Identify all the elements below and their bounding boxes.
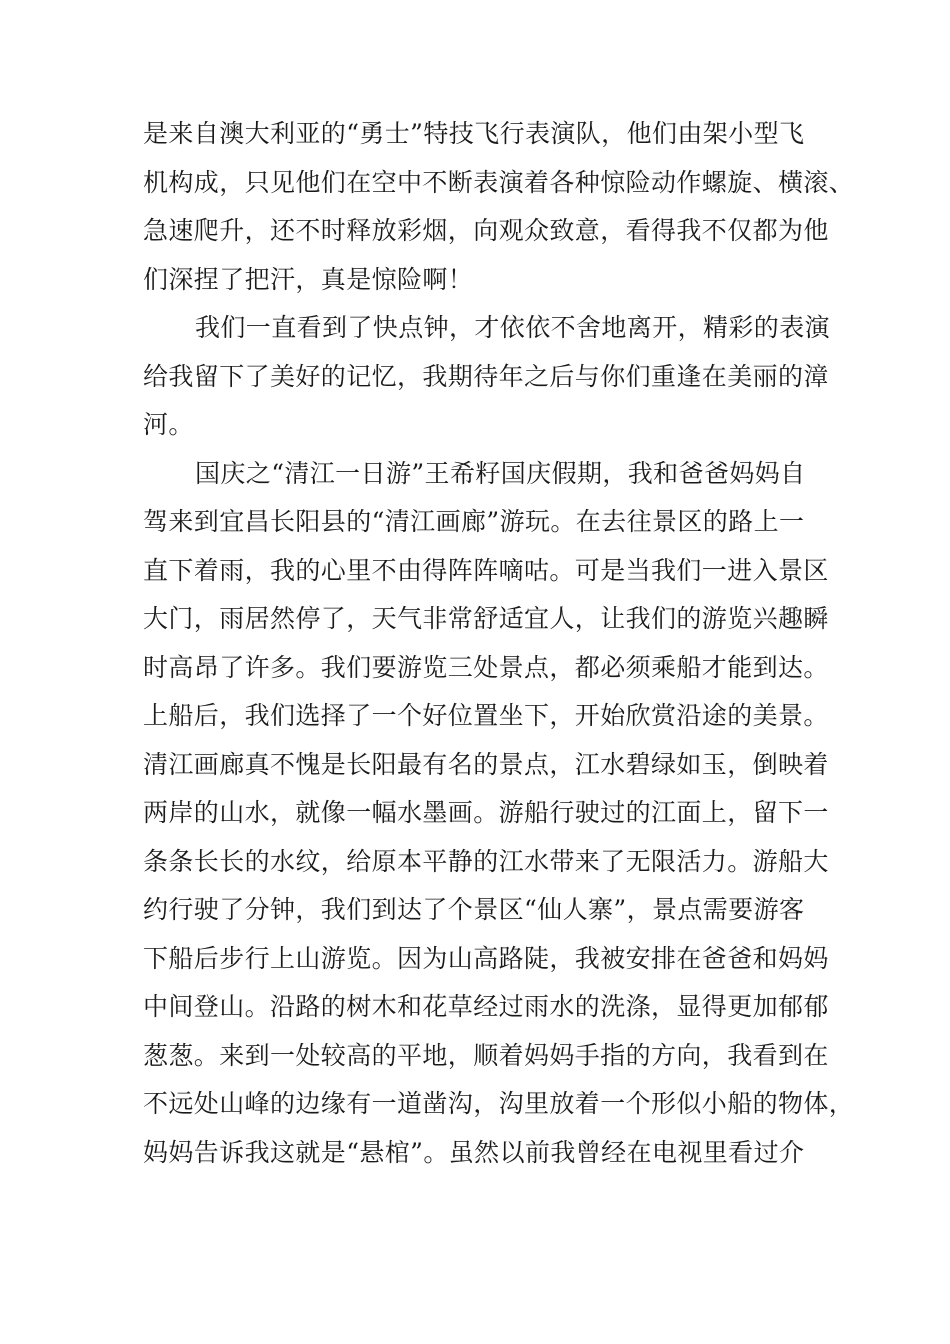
- paragraph: [143, 110, 855, 304]
- text-line: 不远处山峰的边缘有一道凿沟，沟里放着一个形似小船的物体，: [143, 1089, 855, 1118]
- text-line: 急速爬升，还不时释放彩烟，向观众致意，看得我不仅都为他: [143, 216, 829, 245]
- text-line: 两岸的山水，就像一幅水墨画。游船行驶过的江面上，留下一: [143, 798, 829, 827]
- paragraph: [143, 450, 855, 1178]
- text-line: 直下着雨，我的心里不由得阵阵嘀咕。可是当我们一进入景区: [143, 555, 829, 585]
- text-line: 葱葱。来到一处较高的平地，顺着妈妈手指的方向，我看到在: [143, 1040, 829, 1070]
- text-line: 上船后，我们选择了一个好位置坐下，开始欣赏沿途的美景。: [143, 701, 829, 730]
- text-line: 我们一直看到了快点钟，才依依不舍地离开，精彩的表演: [195, 313, 831, 342]
- paragraph: [143, 304, 843, 450]
- text-line: 中间登山。沿路的树木和花草经过雨水的洗涤，显得更加郁郁: [143, 992, 829, 1021]
- document-body: [143, 110, 855, 1177]
- text-line: 给我留下了美好的记忆，我期待年之后与你们重逢在美丽的漳: [143, 361, 829, 391]
- text-line: 机构成，只见他们在空中不断表演着各种惊险动作螺旋、横滚、: [143, 167, 855, 197]
- text-line: 驾来到宜昌长阳县的“清江画廊”游玩。在去往景区的路上一: [143, 507, 805, 536]
- text-line: 们深捏了把汗，真是惊险啊！: [143, 264, 474, 294]
- text-line: 约行驶了分钟，我们到达了个景区“仙人寨”，景点需要游客: [143, 895, 805, 924]
- text-line: 清江画廊真不愧是长阳最有名的景点，江水碧绿如玉，倒映着: [143, 749, 829, 779]
- text-line: 妈妈告诉我这就是“悬棺”。虽然以前我曾经在电视里看过介: [143, 1137, 805, 1167]
- text-line: 时高昂了许多。我们要游览三处景点，都必须乘船才能到达。: [143, 652, 829, 682]
- text-line: 是来自澳大利亚的“勇士”特技飞行表演队，他们由架小型飞: [143, 119, 805, 148]
- text-line: 条条长长的水纹，给原本平静的江水带来了无限活力。游船大: [143, 846, 829, 876]
- text-line: 大门，雨居然停了，天气非常舒适宜人，让我们的游览兴趣瞬: [143, 604, 829, 633]
- text-line: 下船后步行上山游览。因为山高路陡，我被安排在爸爸和妈妈: [143, 943, 829, 973]
- text-line: 国庆之“清江一日游”王希籽国庆假期，我和爸爸妈妈自: [195, 458, 806, 488]
- text-line: 河。: [143, 410, 194, 439]
